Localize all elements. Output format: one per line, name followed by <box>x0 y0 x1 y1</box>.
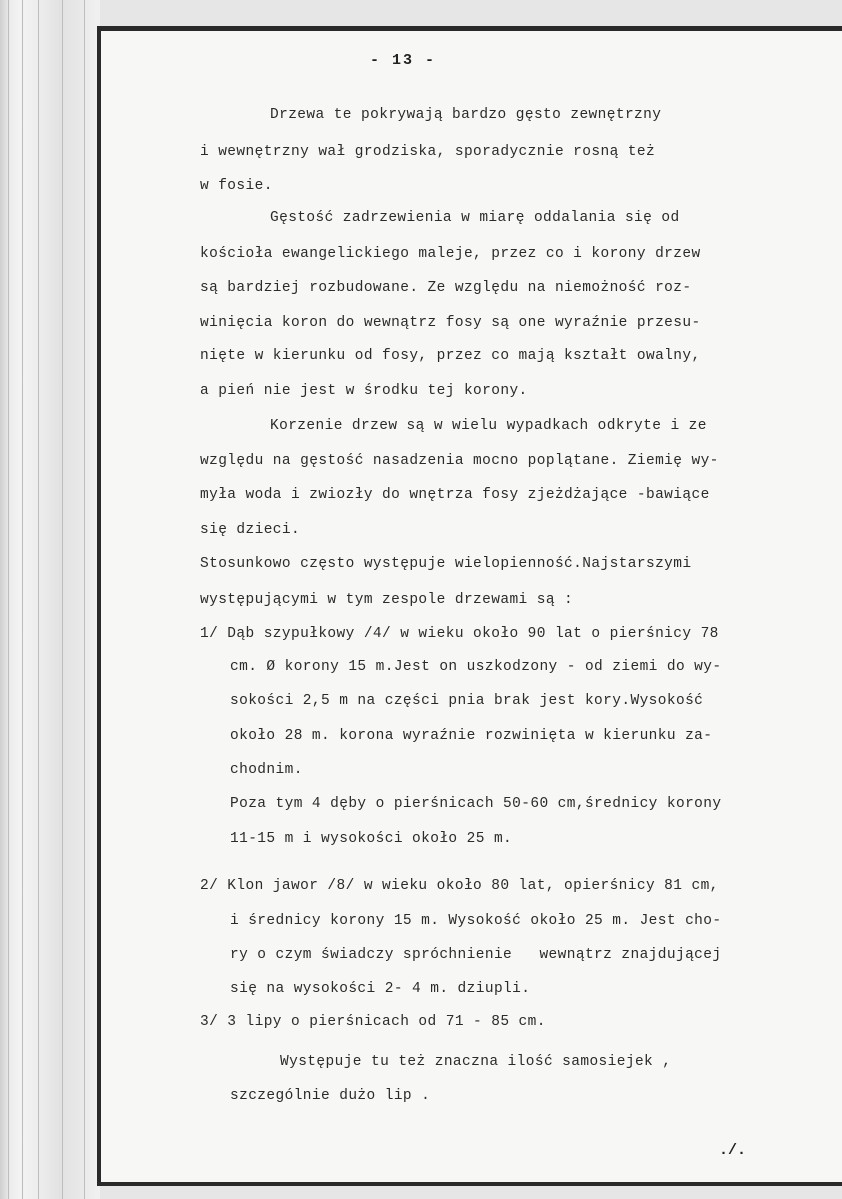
text-line: i wewnętrzny wał grodziska, sporadycznie rosną też <box>200 144 656 160</box>
text-line: 2/ Klon jawor /8/ w wieku około 80 lat, opierśnicy 81 cm, <box>200 878 719 894</box>
text-line: 1/ Dąb szypułkowy /4/ w wieku około 90 lat o pierśnicy 78 <box>200 626 719 642</box>
text-line: Stosunkowo często występuje wielopienność.Najstarszymi <box>200 556 692 572</box>
text-line: i średnicy korony 15 m. Wysokość około 25 m. Jest cho- <box>230 913 722 929</box>
text-line: w fosie. <box>200 178 273 194</box>
text-line: Korzenie drzew są w wielu wypadkach odkryte i ze <box>270 418 707 434</box>
text-line: winięcia koron do wewnątrz fosy są one wyraźnie przesu- <box>200 315 701 331</box>
text-line: sokości 2,5 m na części pnia brak jest kory.Wysokość <box>230 693 704 709</box>
text-line: nięte w kierunku od fosy, przez co mają kształt owalny, <box>200 348 701 364</box>
text-line: Drzewa te pokrywają bardzo gęsto zewnętrzny <box>270 107 662 123</box>
text-line: cm. Ø korony 15 m.Jest on uszkodzony - od ziemi do wy- <box>230 659 722 675</box>
text-line: Poza tym 4 dęby o pierśnicach 50-60 cm,średnicy korony <box>230 796 722 812</box>
text-line: ry o czym świadczy spróchnienie wewnątrz znajdującej <box>230 947 722 963</box>
binding-crease <box>84 0 85 1199</box>
binding-crease <box>22 0 23 1199</box>
text-line: występującymi w tym zespole drzewami są : <box>200 592 574 608</box>
text-line: 11-15 m i wysokości około 25 m. <box>230 831 513 847</box>
text-line: a pień nie jest w środku tej korony. <box>200 383 528 399</box>
text-line: Występuje tu też znaczna ilość samosiejek , <box>280 1054 672 1070</box>
text-line: względu na gęstość nasadzenia mocno poplątane. Ziemię wy- <box>200 453 719 469</box>
text-line: myła woda i zwiozły do wnętrza fosy zjeżdżające -bawiące <box>200 487 710 503</box>
text-line: 3/ 3 lipy o pierśnicach od 71 - 85 cm. <box>200 1014 546 1030</box>
text-line: są bardziej rozbudowane. Ze względu na niemożność roz- <box>200 280 692 296</box>
text-line: się na wysokości 2- 4 m. dziupli. <box>230 981 531 997</box>
text-line: się dzieci. <box>200 522 301 538</box>
binding-crease <box>8 0 9 1199</box>
text-line: kościoła ewangelickiego maleje, przez co i korony drzew <box>200 246 701 262</box>
page-number: - 13 - <box>370 52 437 69</box>
binding-crease <box>62 0 63 1199</box>
text-line: szczególnie dużo lip . <box>230 1088 431 1104</box>
continuation-mark: ./. <box>719 1142 747 1159</box>
text-line: około 28 m. korona wyraźnie rozwinięta w kierunku za- <box>230 728 713 744</box>
binding-crease <box>38 0 39 1199</box>
text-line: Gęstość zadrzewienia w miarę oddalania się od <box>270 210 680 226</box>
binding-margin <box>0 0 100 1199</box>
text-line: chodnim. <box>230 762 303 778</box>
